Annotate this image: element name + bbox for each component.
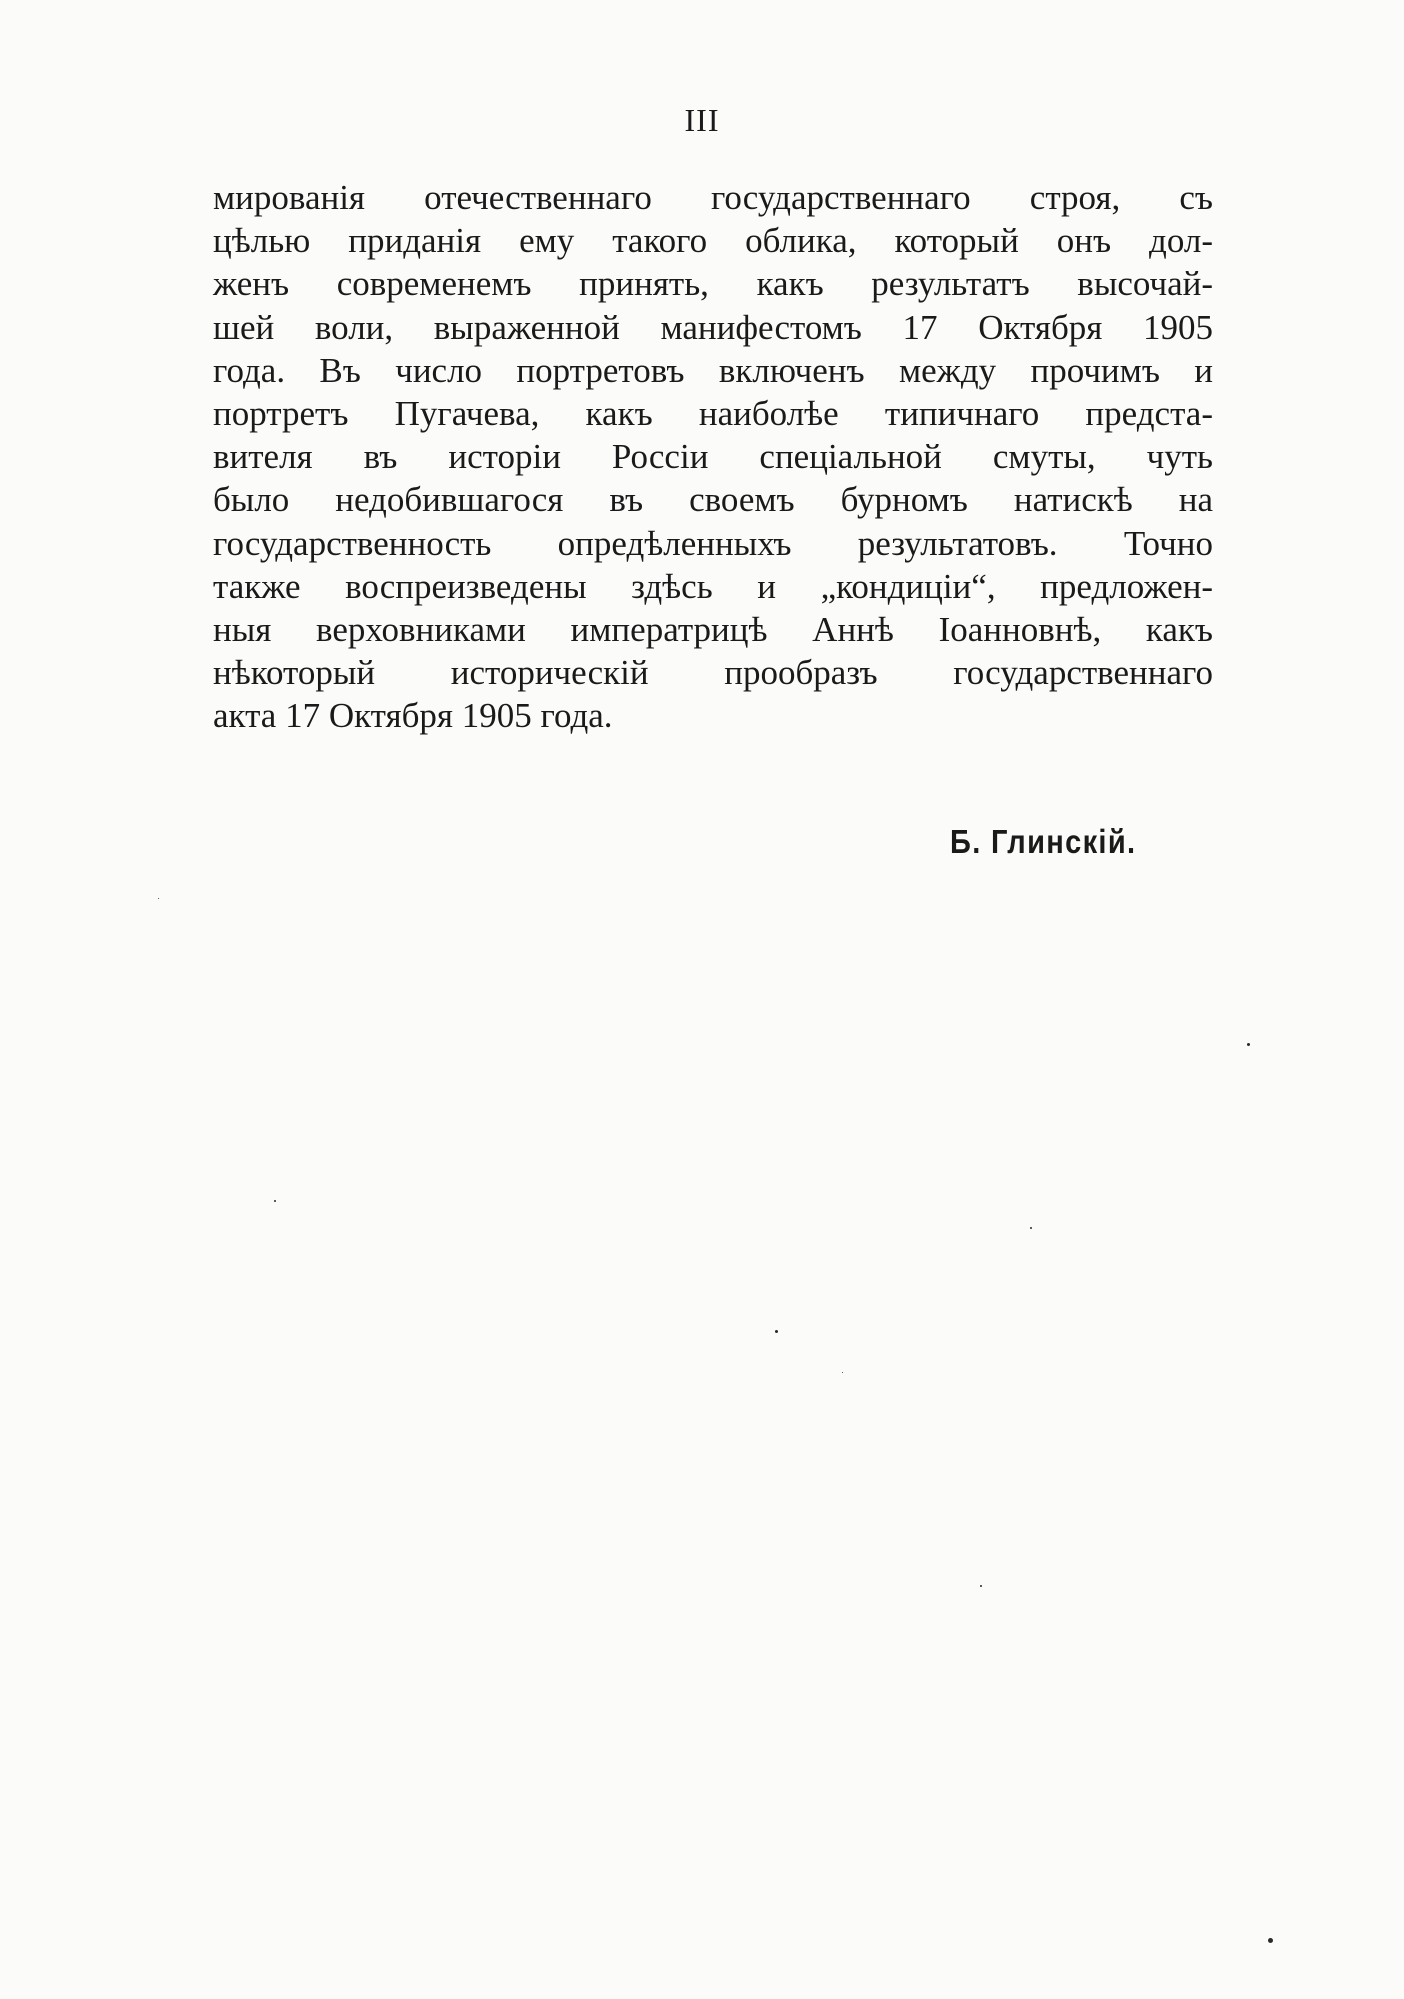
- scan-speck: [1268, 1938, 1273, 1943]
- paragraph-line: портретъ Пугачева, какъ наиболѣе типичнаго предста-: [213, 393, 1213, 433]
- paragraph-line: мированія отечественнаго государственнаго строя, съ: [213, 178, 1213, 217]
- paragraph-line: также воспреизведены здѣсь и „кондиціи“, предложен-: [213, 566, 1213, 606]
- paragraph-line: было недобившагося въ своемъ бурномъ натискѣ на: [213, 480, 1213, 520]
- scan-speck: [1030, 1227, 1032, 1229]
- scan-speck: [274, 1200, 276, 1202]
- body-paragraph: [213, 176, 1213, 737]
- scan-speck: [775, 1330, 778, 1333]
- paragraph-line: нѣкоторый историческій прообразъ государственнаго: [213, 653, 1213, 693]
- scan-speck: [980, 1585, 982, 1587]
- paragraph-line: государственность опредѣленныхъ результатовъ. Точно: [213, 523, 1213, 563]
- author-signature: Б. Глинскій.: [950, 823, 1137, 860]
- scan-speck: [158, 898, 159, 899]
- page-number: III: [684, 102, 720, 138]
- paragraph-line: акта 17 Октября 1905 года.: [213, 696, 613, 736]
- paragraph-line: ныя верховниками императрицѣ Аннѣ Іоанновнѣ, какъ: [213, 609, 1213, 649]
- paragraph-line: вителя въ исторіи Россіи спеціальной смуты, чуть: [213, 437, 1213, 477]
- scan-speck: [1247, 1043, 1250, 1046]
- paragraph-line: цѣлью приданія ему такого облика, который онъ дол-: [213, 221, 1213, 261]
- paragraph-line: шей воли, выраженной манифестомъ 17 Октября 1905: [213, 307, 1213, 347]
- paragraph-line: женъ современемъ принять, какъ результатъ высочай-: [213, 264, 1213, 304]
- scan-speck: [842, 1372, 843, 1373]
- paragraph-line: года. Въ число портретовъ включенъ между прочимъ и: [213, 350, 1213, 390]
